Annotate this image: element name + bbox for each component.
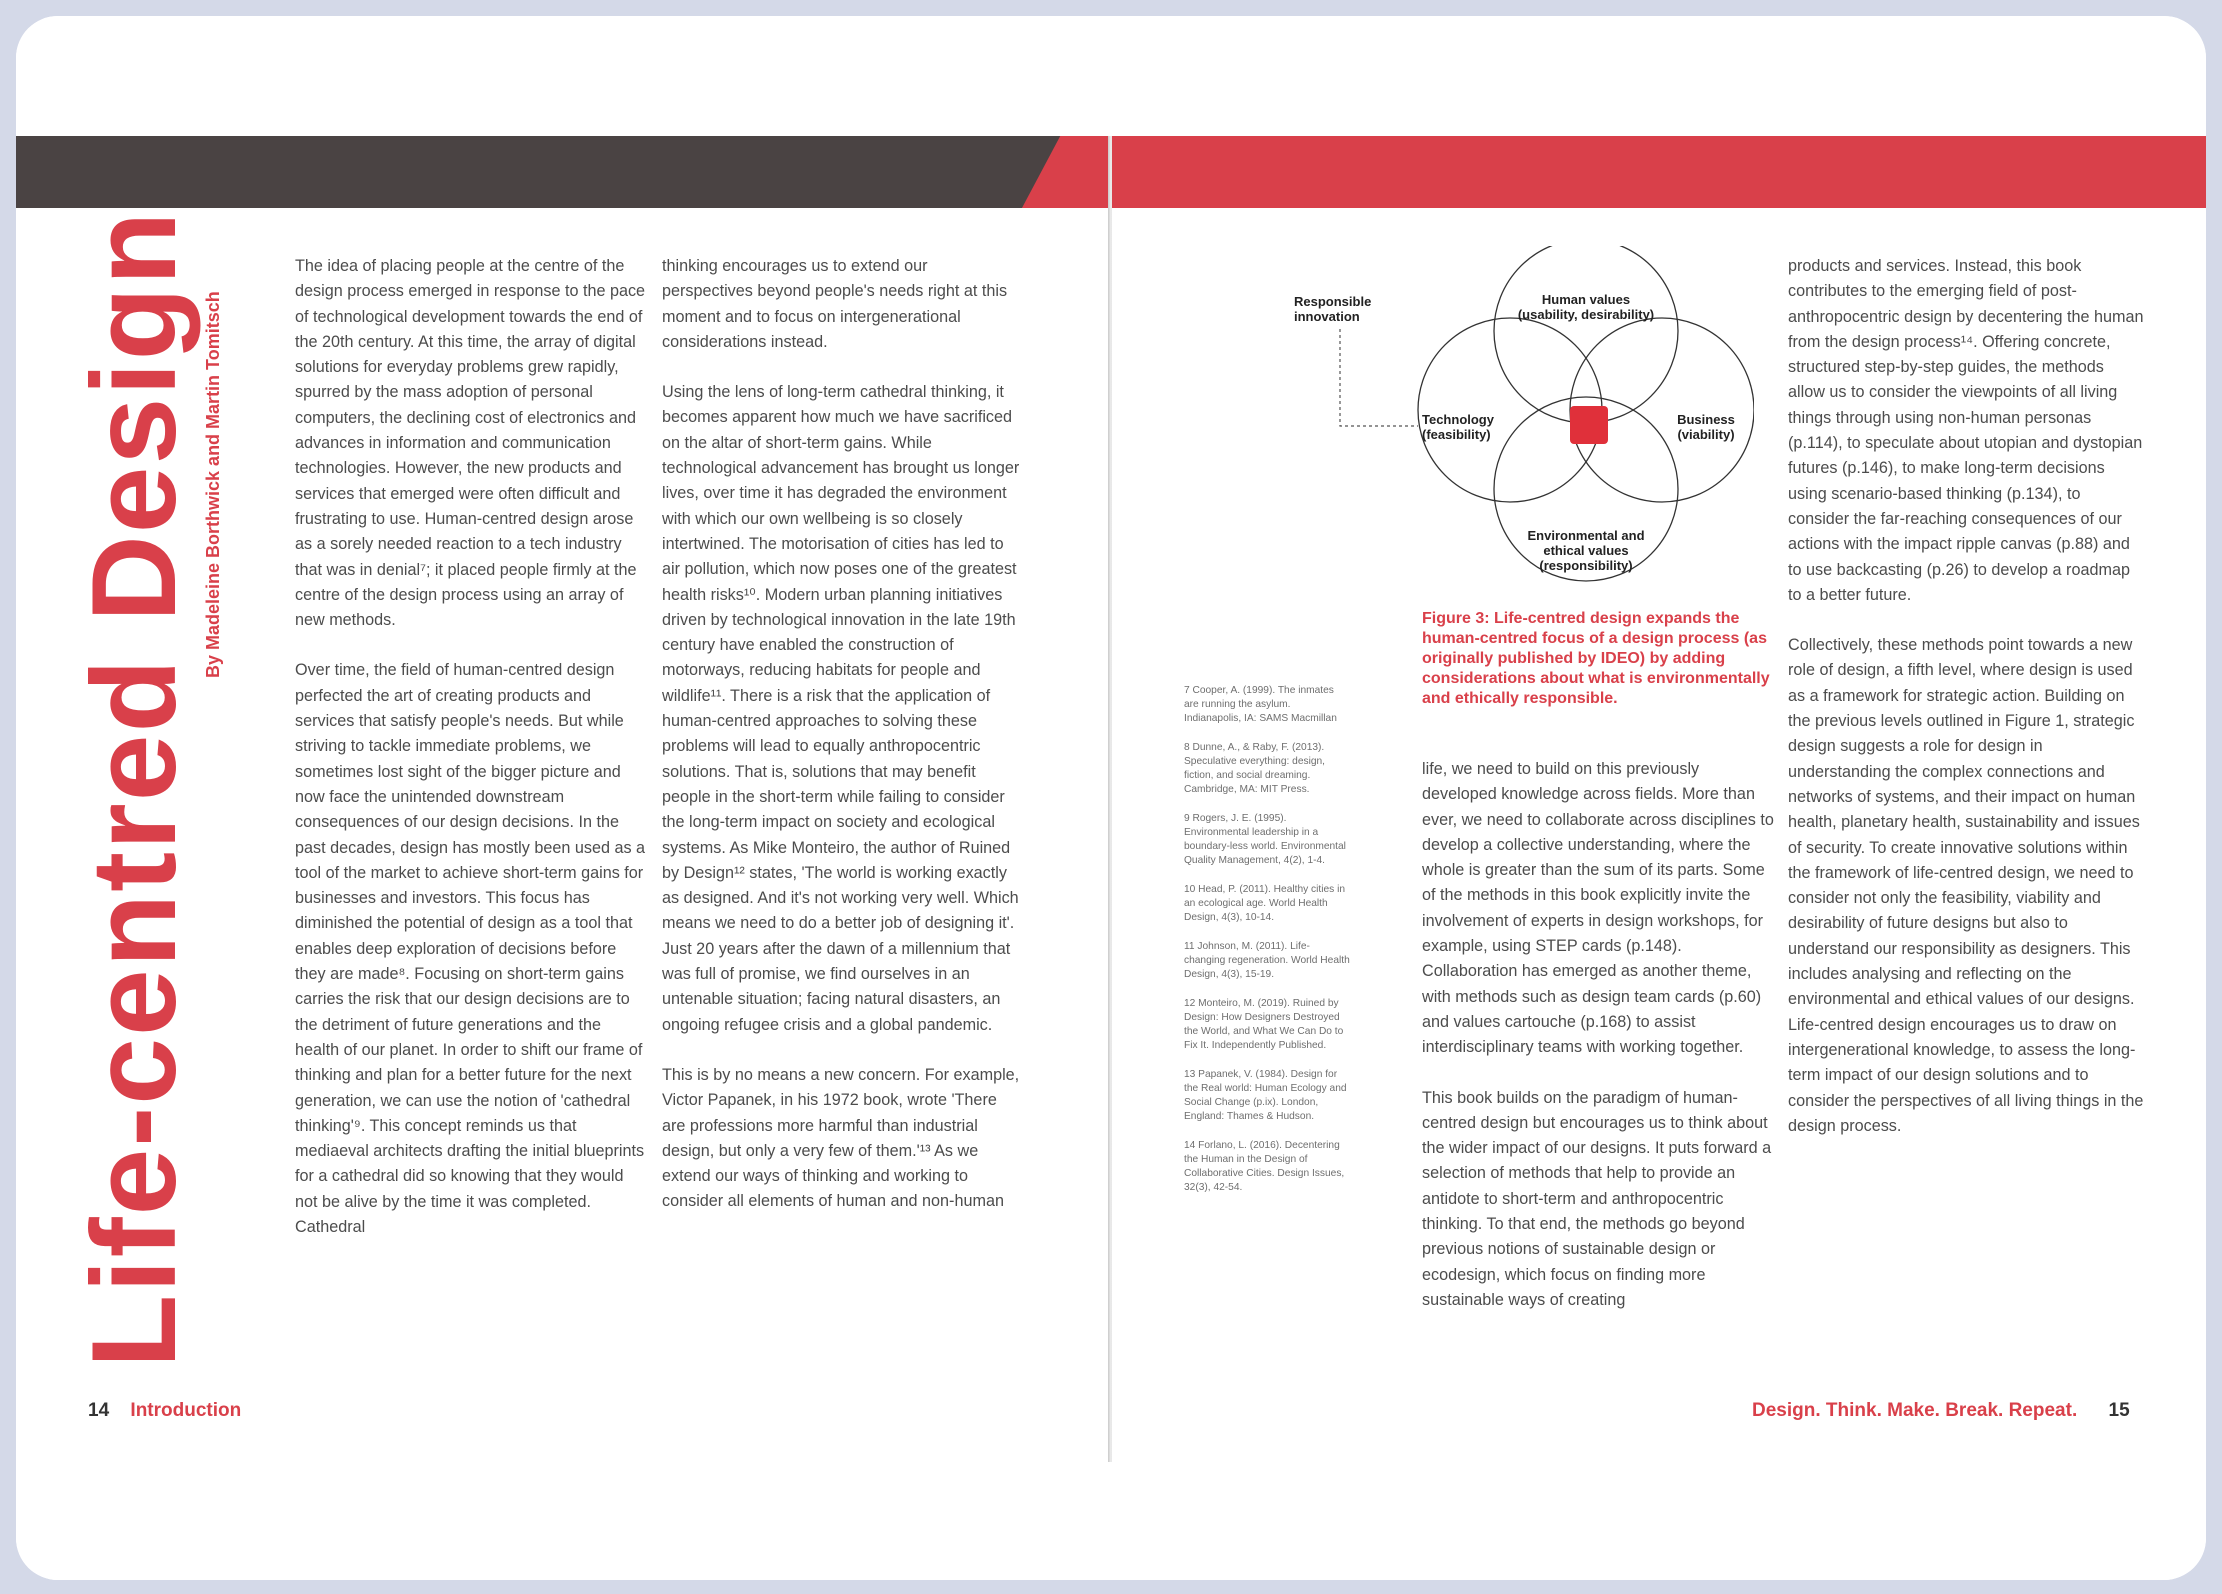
- paragraph: Over time, the field of human-centred design perfected the art of creating products and services that satisfy people's needs. But while striving to tackle immediate problems, we sometimes lost sight of the bigger picture and now face the unintended downstream consequences of our design decisions. In the past decades, design has mostly been used as a tool of the market to achieve short-term gains for businesses and investors. This focus has diminished the potential of design as a tool that enables deep exploration of decisions before they are made⁸. Focusing on short-term gains carries the risk that our design decisions are to the detriment of future generations and the health of our planet. In order to shift our frame of thinking and plan for a better future for the next generation, we can use the notion of 'cathedral thinking'⁹. This concept reminds us that mediaeval architects drafting the initial blueprints for a cathedral did so knowing that they would not be alive by the time it was completed. Cathedral: [295, 661, 646, 1236]
- text-column-4: [1788, 254, 2144, 1139]
- paragraph: This book builds on the paradigm of human-centred design but encourages us to think about the wider impact of our designs. It puts forward a selection of methods that help to provide an antidote to short-term and anthropocentric thinking. To that end, the methods go beyond previous notions of sustainable design or ecodesign, which focus on finding more sustainable ways of creating: [1422, 1088, 1772, 1309]
- footnote: 14 Forlano, L. (2016). Decentering the Human in the Design of Collaborative Cities. Design Issues, 32(3), 42-54.: [1184, 1140, 1345, 1193]
- text-column-3: [1422, 757, 1774, 1313]
- venn-diagram: [1284, 246, 1754, 596]
- label-human-values: Human values (usability, desirability): [1517, 292, 1655, 322]
- callout-line: [1340, 329, 1418, 426]
- paragraph: This is by no means a new concern. For example, Victor Papanek, in his 1972 book, wrote 'There are professions more harmful than industrial design, but only a very few of them.'¹³ As we extend our ways of thinking and working to consider all elements of human and non-human: [662, 1065, 1020, 1211]
- footnotes: [1184, 684, 1350, 1210]
- page-number: 15: [2108, 1400, 2130, 1421]
- text-column-1: [295, 254, 647, 1240]
- footnote: 8 Dunne, A., & Raby, F. (2013). Speculative everything: design, fiction, and social dreaming. Cambridge, MA: MIT Press.: [1184, 742, 1326, 795]
- label-responsible-innovation: Responsible innovation: [1294, 294, 1372, 324]
- paragraph: The idea of placing people at the centre of the design process emerged in response to the pace of technological development towards the end of the 20th century. At this time, the array of digital solutions for everyday problems grew rapidly, spurred by the mass adoption of personal computers, the declining cost of electronics and advances in information and communication technologies. However, the new products and services that emerged were often difficult and frustrating to use. Human-centred design arose as a sorely needed reaction to a tech industry that was in denial⁷; it placed people firmly at the centre of the design process using an array of new methods.: [295, 257, 646, 630]
- paragraph: Using the lens of long-term cathedral thinking, it becomes apparent how much we have sacrificed on the altar of short-term gains. While technological advancement has brought us longer lives, over time it has degraded the environment with which our own wellbeing is so closely intertwined. The motorisation of cities has led to air pollution, which now poses one of the greatest health risks¹⁰. Modern urban planning initiatives driven by technological innovation in the late 19th century have enabled the construction of motorways, reducing habitats for people and wildlife¹¹. There is a risk that the application of human-centred approaches to solving these problems will lead to equally anthropocentric solutions. That is, solutions that may benefit people in the short-term while failing to consider the long-term impact on society and ecological systems. As Mike Monteiro, the author of Ruined by Design¹² states, 'The world is working exactly as designed. And it's not working very well. Which means we need to do a better job of designing it'. Just 20 years after the dawn of a millennium that was full of promise, we find ourselves in an untenable situation; facing natural disasters, an ongoing refugee crisis and a global pandemic.: [662, 383, 1020, 1034]
- paragraph: life, we need to build on this previously developed knowledge across fields. More than ever, we need to collaborate across disciplines to develop a collective understanding, where the whole is greater than the sum of its parts. Some of the methods in this book explicitly invite the involvement of experts in design workshops, for example, using STEP cards (p.148). Collaboration has emerged as another theme, with methods such as design team cards (p.60) and values cartouche (p.168) to assist interdisciplinary teams with working together.: [1422, 760, 1774, 1057]
- figure-caption: Figure 3: Life-centred design expands the human-centred focus of a design process (as originally published by IDEO) by adding considerations about what is environmentally and ethically responsible.: [1422, 610, 1770, 707]
- right-footer: [1752, 1400, 2130, 1422]
- label-environmental: Environmental and ethical values (responsibility): [1527, 528, 1645, 573]
- left-page: [16, 16, 1110, 1462]
- text-column-2: [662, 254, 1022, 1215]
- book-tagline: Design. Think. Make. Break. Repeat.: [1752, 1400, 2078, 1421]
- paragraph: products and services. Instead, this book contributes to the emerging field of post-anthropocentric design by decentering the human from the design process¹⁴. Offering concrete, structured step-by-step guides, the methods allow us to consider the viewpoints of all living things through using non-human personas (p.114), to speculate about utopian and dystopian futures (p.146), to make long-term decisions using scenario-based thinking (p.134), to consider the far-reaching consequences of our actions with the impact ripple canvas (p.88) and to use backcasting (p.26) to develop a roadmap to a better future.: [1788, 257, 2144, 604]
- left-footer: [88, 1400, 241, 1422]
- paragraph: thinking encourages us to extend our perspectives beyond people's needs right at this moment and to focus on intergenerational considerations instead.: [662, 257, 1008, 351]
- page-bottom-margin: [16, 1462, 2206, 1580]
- footnote: 10 Head, P. (2011). Healthy cities in an ecological age. World Health Design, 4(3), 10-14.: [1184, 884, 1346, 923]
- footnote: 12 Monteiro, M. (2019). Ruined by Design: How Designers Destroyed the World, and What We Can Do to Fix It. Independently Published.: [1184, 998, 1344, 1051]
- paragraph: Collectively, these methods point towards a new role of design, a fifth level, where design is used as a framework for strategic action. Building on the previous levels outlined in Figure 1, strategic design suggests a role for design in understanding the complex connections and networks of systems, and their impact on human health, planetary health, sustainability and issues of security. To create innovative solutions within the framework of life-centred design, we need to consider not only the feasibility, viability and desirability of future designs but also to understand our responsibility as designers. This includes analysing and reflecting on the environmental and ethical values of our designs. Life-centred design encourages us to draw on intergenerational knowledge, to assess the long-term impact of our design solutions and to consider the perspectives of all living things in the design process.: [1788, 636, 2144, 1135]
- page-number: 14: [88, 1400, 110, 1421]
- footnote: 7 Cooper, A. (1999). The inmates are running the asylum. Indianapolis, IA: SAMS Macmillan: [1184, 685, 1337, 724]
- label-technology: Technology (feasibility): [1422, 412, 1494, 442]
- right-header-band: [1112, 136, 2206, 208]
- section-name: Introduction: [130, 1400, 242, 1421]
- chapter-title: Life-centred Design: [67, 209, 201, 1368]
- label-business: Business (viability): [1677, 412, 1735, 442]
- footnote: 13 Papanek, V. (1984). Design for the Real world: Human Ecology and Social Change (p.ix). London, England: Thames & Hudson.: [1184, 1069, 1347, 1122]
- book-spread: [16, 16, 2206, 1580]
- footnote: 11 Johnson, M. (2011). Life-changing regeneration. World Health Design, 4(3), 15-19.: [1184, 941, 1350, 980]
- footnote: 9 Rogers, J. E. (1995). Environmental leadership in a boundary-less world. Environmental Quality Management, 4(2), 1-4.: [1184, 813, 1346, 866]
- byline: By Madeleine Borthwick and Martin Tomitsch: [203, 291, 223, 678]
- left-header-band: [16, 136, 1110, 208]
- responsible-innovation-center: [1570, 406, 1608, 444]
